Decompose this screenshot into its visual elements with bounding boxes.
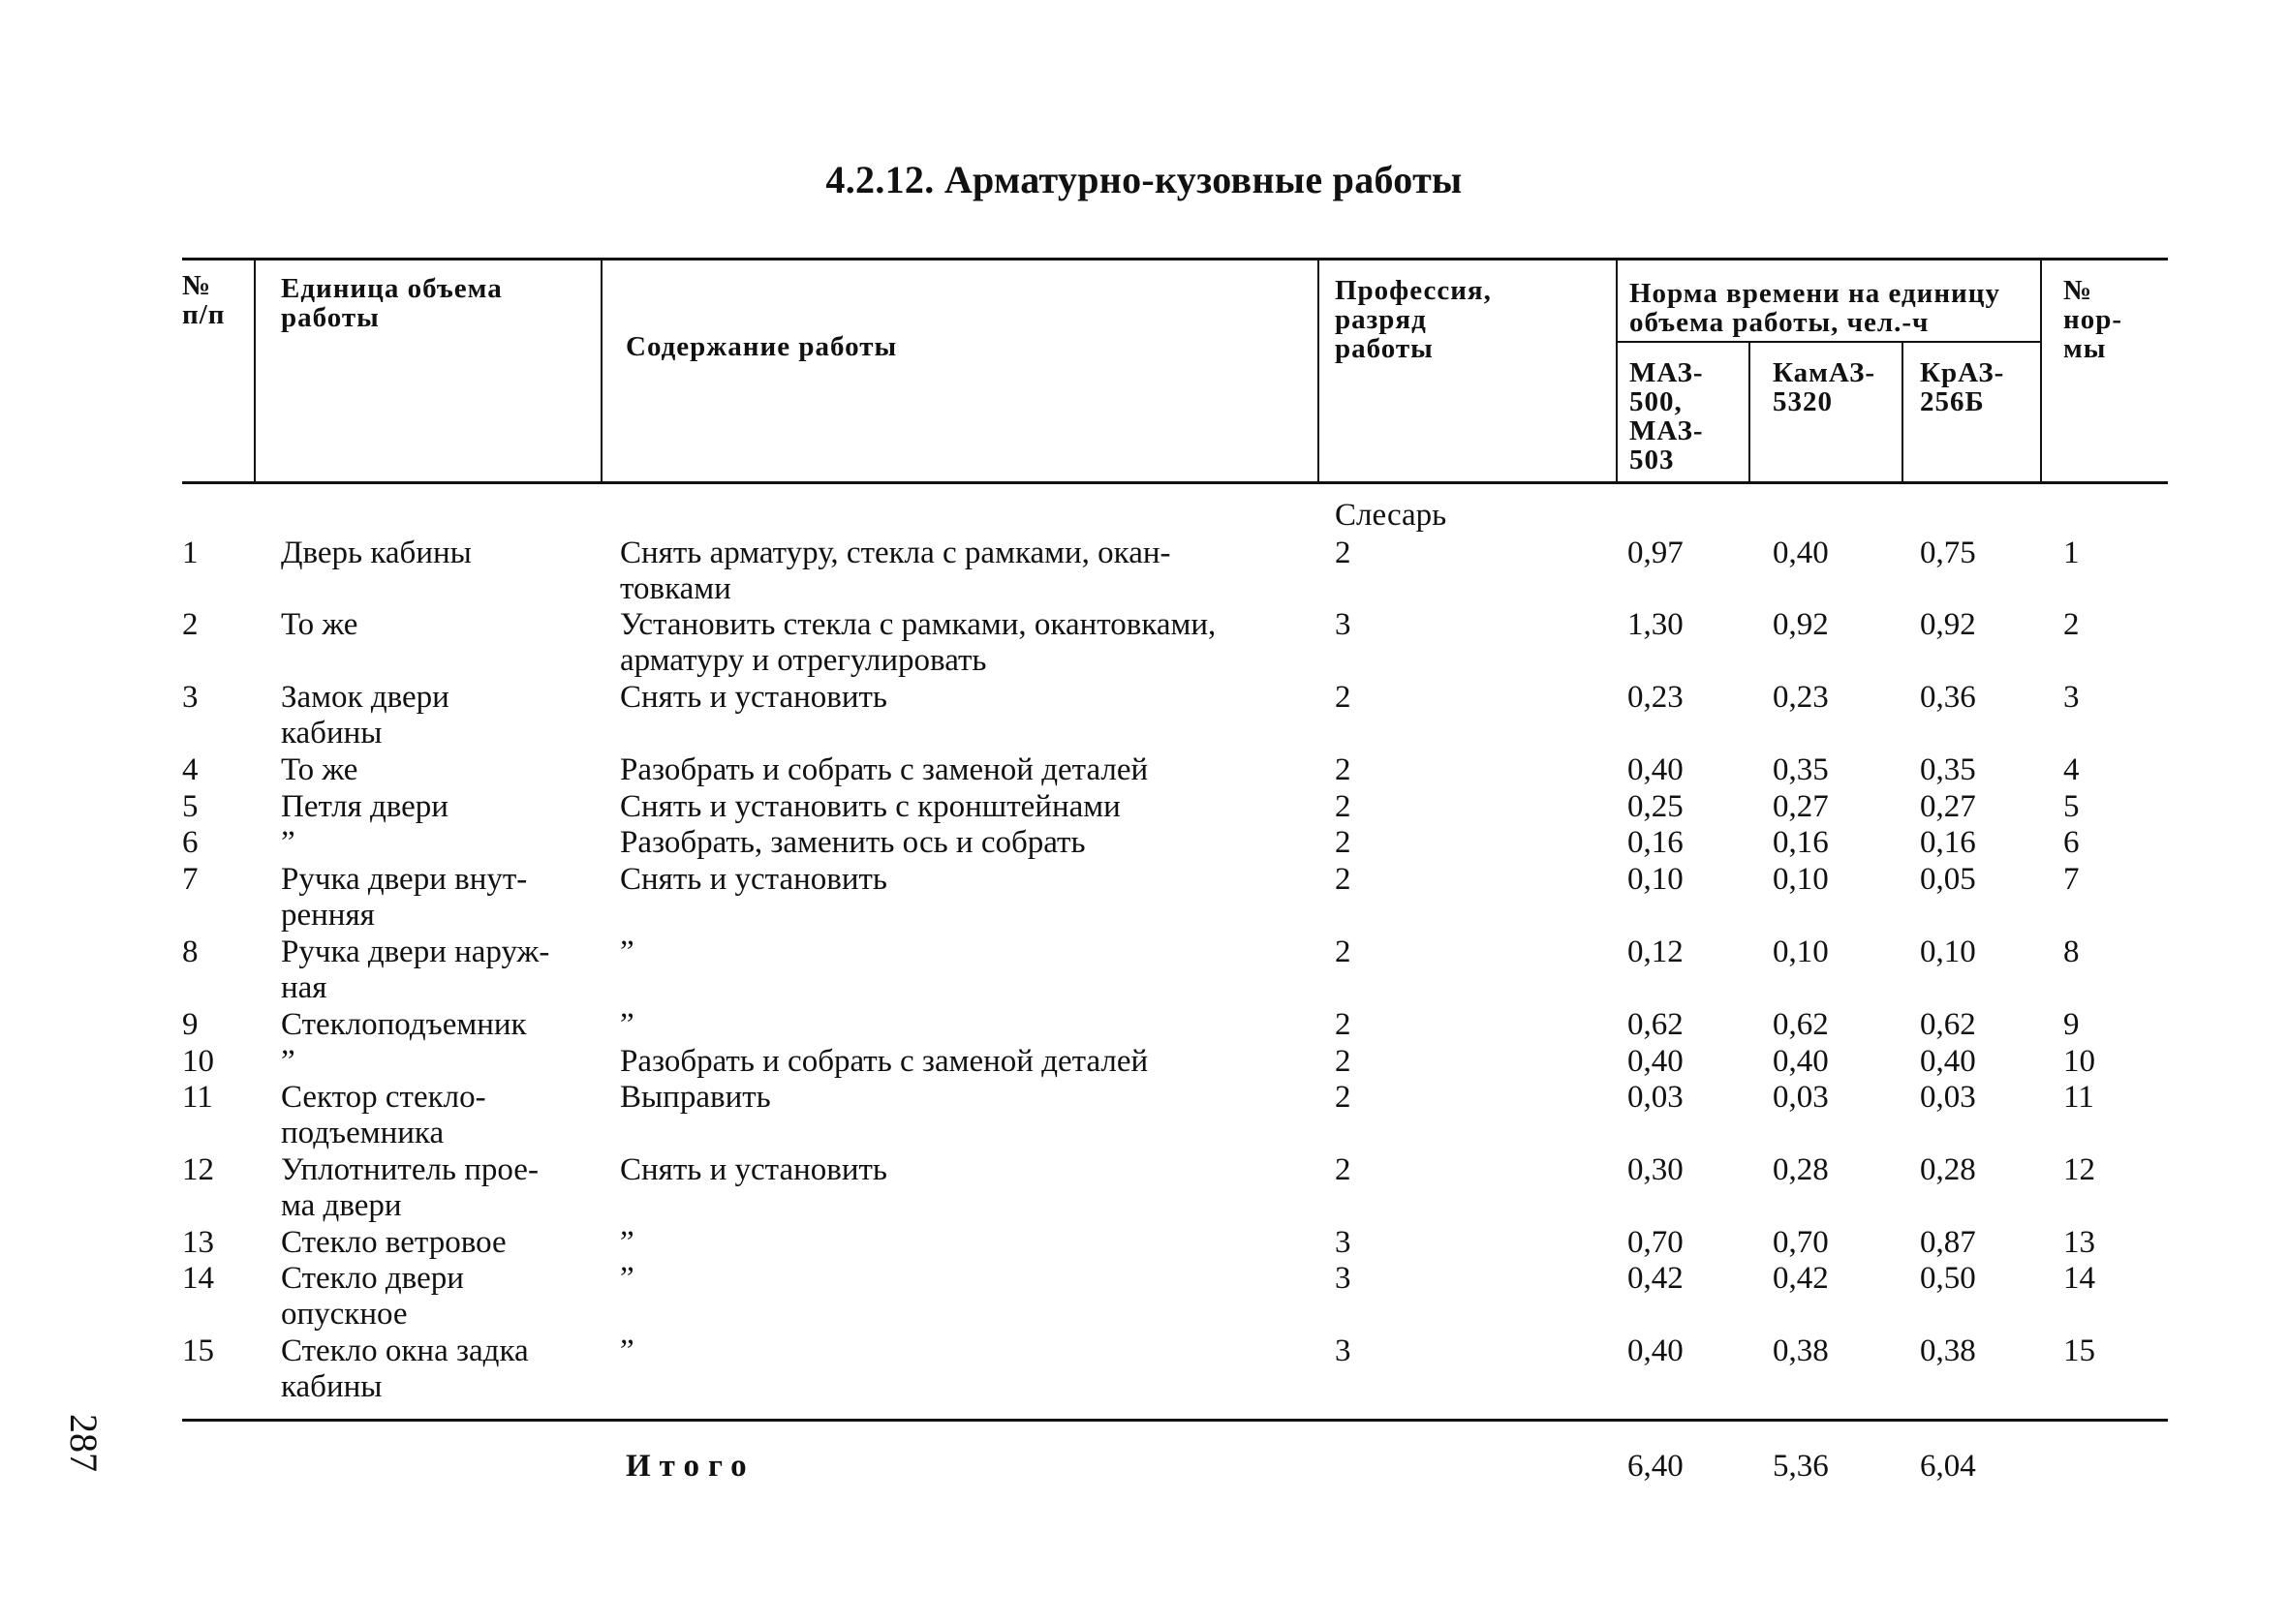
header-num: № п/п [182, 270, 226, 330]
row-content: Снять и установить [620, 862, 887, 897]
header-content: Содержание работы [626, 331, 898, 362]
row-unit: Ручка двери внут- ренняя [281, 862, 528, 933]
row-kamaz: 0,38 [1773, 1333, 1829, 1368]
row-kamaz: 0,16 [1773, 825, 1829, 860]
row-kraz: 0,62 [1920, 1007, 1976, 1042]
row-content: Снять и установить с кронштейнами [620, 789, 1121, 824]
header-bottom-rule [182, 481, 2168, 484]
row-norm: 5 [2063, 789, 2080, 824]
row-number: 3 [182, 680, 199, 715]
row-content: Снять и установить [620, 1152, 887, 1187]
row-kraz: 0,28 [1920, 1152, 1976, 1187]
row-kamaz: 0,35 [1773, 752, 1829, 787]
row-content: ” [620, 1333, 634, 1368]
row-maz: 0,40 [1627, 752, 1684, 787]
table-top-rule [182, 258, 2168, 260]
row-kraz: 0,75 [1920, 536, 1976, 570]
row-kraz: 0,27 [1920, 789, 1976, 824]
row-unit: Стеклоподъемник [281, 1007, 527, 1042]
row-grade: 2 [1335, 1007, 1351, 1042]
row-number: 8 [182, 935, 199, 969]
row-norm: 8 [2063, 935, 2080, 969]
header-profession: Профессия, разряд работы [1335, 275, 1492, 364]
row-kraz: 0,36 [1920, 680, 1976, 715]
col-divider-1 [254, 258, 256, 483]
row-maz: 0,70 [1627, 1225, 1684, 1260]
header-unit: Единица объема работы [281, 273, 503, 333]
row-grade: 2 [1335, 680, 1351, 715]
profession-group-label: Слесарь [1335, 498, 1447, 533]
row-grade: 2 [1335, 1080, 1351, 1115]
page-title: 4.2.12. Арматурно-кузовные работы [825, 158, 1463, 201]
row-maz: 0,25 [1627, 789, 1684, 824]
row-kraz: 0,40 [1920, 1044, 1976, 1079]
header-maz: МАЗ- 500, МАЗ- 503 [1629, 357, 1704, 475]
norm-group-rule [1616, 341, 2040, 343]
total-kraz: 6,04 [1920, 1449, 1976, 1484]
row-kraz: 0,16 [1920, 825, 1976, 860]
page-number: 287 [62, 1414, 106, 1472]
header-kamaz: КамАЗ- 5320 [1773, 357, 1876, 417]
row-norm: 7 [2063, 862, 2080, 897]
row-maz: 0,30 [1627, 1152, 1684, 1187]
row-kamaz: 0,42 [1773, 1261, 1829, 1296]
row-content: Разобрать и собрать с заменой деталей [620, 752, 1149, 787]
row-maz: 0,62 [1627, 1007, 1684, 1042]
row-maz: 0,40 [1627, 1333, 1684, 1368]
col-divider-6 [1902, 342, 1903, 483]
row-kraz: 0,87 [1920, 1225, 1976, 1260]
row-maz: 0,03 [1627, 1080, 1684, 1115]
row-number: 5 [182, 789, 199, 824]
col-divider-5 [1748, 342, 1750, 483]
row-content: ” [620, 1225, 634, 1260]
row-unit: То же [281, 607, 358, 642]
row-content: Разобрать, заменить ось и собрать [620, 825, 1086, 860]
row-grade: 3 [1335, 1225, 1351, 1260]
total-maz: 6,40 [1627, 1449, 1684, 1484]
row-unit: Ручка двери наруж- ная [281, 935, 550, 1005]
row-kamaz: 0,70 [1773, 1225, 1829, 1260]
row-unit: То же [281, 752, 358, 787]
row-grade: 2 [1335, 935, 1351, 969]
row-kraz: 0,05 [1920, 862, 1976, 897]
row-kamaz: 0,62 [1773, 1007, 1829, 1042]
row-maz: 0,16 [1627, 825, 1684, 860]
row-grade: 3 [1335, 1261, 1351, 1296]
col-divider-7 [2040, 258, 2042, 483]
row-norm: 11 [2063, 1080, 2094, 1115]
row-number: 12 [182, 1152, 214, 1187]
col-divider-2 [601, 258, 603, 483]
row-kraz: 0,92 [1920, 607, 1976, 642]
row-content: Выправить [620, 1080, 771, 1115]
row-kraz: 0,50 [1920, 1261, 1976, 1296]
row-number: 15 [182, 1333, 214, 1368]
row-norm: 4 [2063, 752, 2080, 787]
row-unit: Дверь кабины [281, 536, 472, 570]
row-norm: 3 [2063, 680, 2080, 715]
row-grade: 2 [1335, 825, 1351, 860]
row-content: ” [620, 935, 634, 969]
row-kamaz: 0,92 [1773, 607, 1829, 642]
row-kraz: 0,35 [1920, 752, 1976, 787]
row-grade: 2 [1335, 1044, 1351, 1079]
row-content: ” [620, 1007, 634, 1042]
total-label: Итого [626, 1449, 756, 1484]
row-number: 14 [182, 1261, 214, 1296]
row-unit: Стекло окна задка кабины [281, 1333, 529, 1404]
row-number: 13 [182, 1225, 214, 1260]
row-kamaz: 0,40 [1773, 1044, 1829, 1079]
row-number: 9 [182, 1007, 199, 1042]
row-grade: 3 [1335, 607, 1351, 642]
row-maz: 0,10 [1627, 862, 1684, 897]
row-unit: ” [281, 825, 295, 860]
row-kamaz: 0,03 [1773, 1080, 1829, 1115]
row-kamaz: 0,23 [1773, 680, 1829, 715]
row-number: 6 [182, 825, 199, 860]
row-content: Снять арматуру, стекла с рамками, окан- товками [620, 536, 1171, 606]
row-number: 10 [182, 1044, 214, 1079]
row-norm: 1 [2063, 536, 2080, 570]
row-norm: 9 [2063, 1007, 2080, 1042]
row-grade: 3 [1335, 1333, 1351, 1368]
row-number: 7 [182, 862, 199, 897]
row-unit: Замок двери кабины [281, 680, 449, 751]
row-grade: 2 [1335, 862, 1351, 897]
row-norm: 15 [2063, 1333, 2095, 1368]
header-norm-group: Норма времени на единицу объема работы, чел.-ч [1629, 278, 2000, 338]
row-unit: Сектор стекло- подъемника [281, 1080, 486, 1150]
row-content: Снять и установить [620, 680, 887, 715]
row-kraz: 0,10 [1920, 935, 1976, 969]
table-bottom-rule [182, 1419, 2168, 1422]
row-maz: 1,30 [1627, 607, 1684, 642]
row-number: 4 [182, 752, 199, 787]
row-norm: 2 [2063, 607, 2080, 642]
row-kraz: 0,03 [1920, 1080, 1976, 1115]
row-kamaz: 0,27 [1773, 789, 1829, 824]
row-unit: Петля двери [281, 789, 448, 824]
row-grade: 2 [1335, 752, 1351, 787]
row-norm: 12 [2063, 1152, 2095, 1187]
row-content: Разобрать и собрать с заменой деталей [620, 1044, 1149, 1079]
header-kraz: КрАЗ- 256Б [1920, 357, 2005, 417]
row-norm: 14 [2063, 1261, 2095, 1296]
row-number: 1 [182, 536, 199, 570]
row-maz: 0,40 [1627, 1044, 1684, 1079]
row-kraz: 0,38 [1920, 1333, 1976, 1368]
row-maz: 0,97 [1627, 536, 1684, 570]
row-content: ” [620, 1261, 634, 1296]
row-number: 11 [182, 1080, 213, 1115]
row-grade: 2 [1335, 536, 1351, 570]
col-divider-3 [1317, 258, 1319, 483]
row-grade: 2 [1335, 1152, 1351, 1187]
row-unit: Стекло двери опускное [281, 1261, 464, 1332]
row-norm: 6 [2063, 825, 2080, 860]
row-kamaz: 0,10 [1773, 935, 1829, 969]
row-number: 2 [182, 607, 199, 642]
total-kamaz: 5,36 [1773, 1449, 1829, 1484]
row-unit: ” [281, 1044, 295, 1079]
row-content: Установить стекла с рамками, окантовками, арматуру и отрегулировать [620, 607, 1217, 678]
row-kamaz: 0,40 [1773, 536, 1829, 570]
row-grade: 2 [1335, 789, 1351, 824]
row-maz: 0,23 [1627, 680, 1684, 715]
row-unit: Уплотнитель прое- ма двери [281, 1152, 539, 1223]
row-maz: 0,12 [1627, 935, 1684, 969]
row-norm: 10 [2063, 1044, 2095, 1079]
header-norm-number: № нор- мы [2063, 275, 2122, 364]
col-divider-4 [1616, 258, 1618, 483]
row-kamaz: 0,10 [1773, 862, 1829, 897]
row-unit: Стекло ветровое [281, 1225, 507, 1260]
row-kamaz: 0,28 [1773, 1152, 1829, 1187]
row-maz: 0,42 [1627, 1261, 1684, 1296]
row-norm: 13 [2063, 1225, 2095, 1260]
